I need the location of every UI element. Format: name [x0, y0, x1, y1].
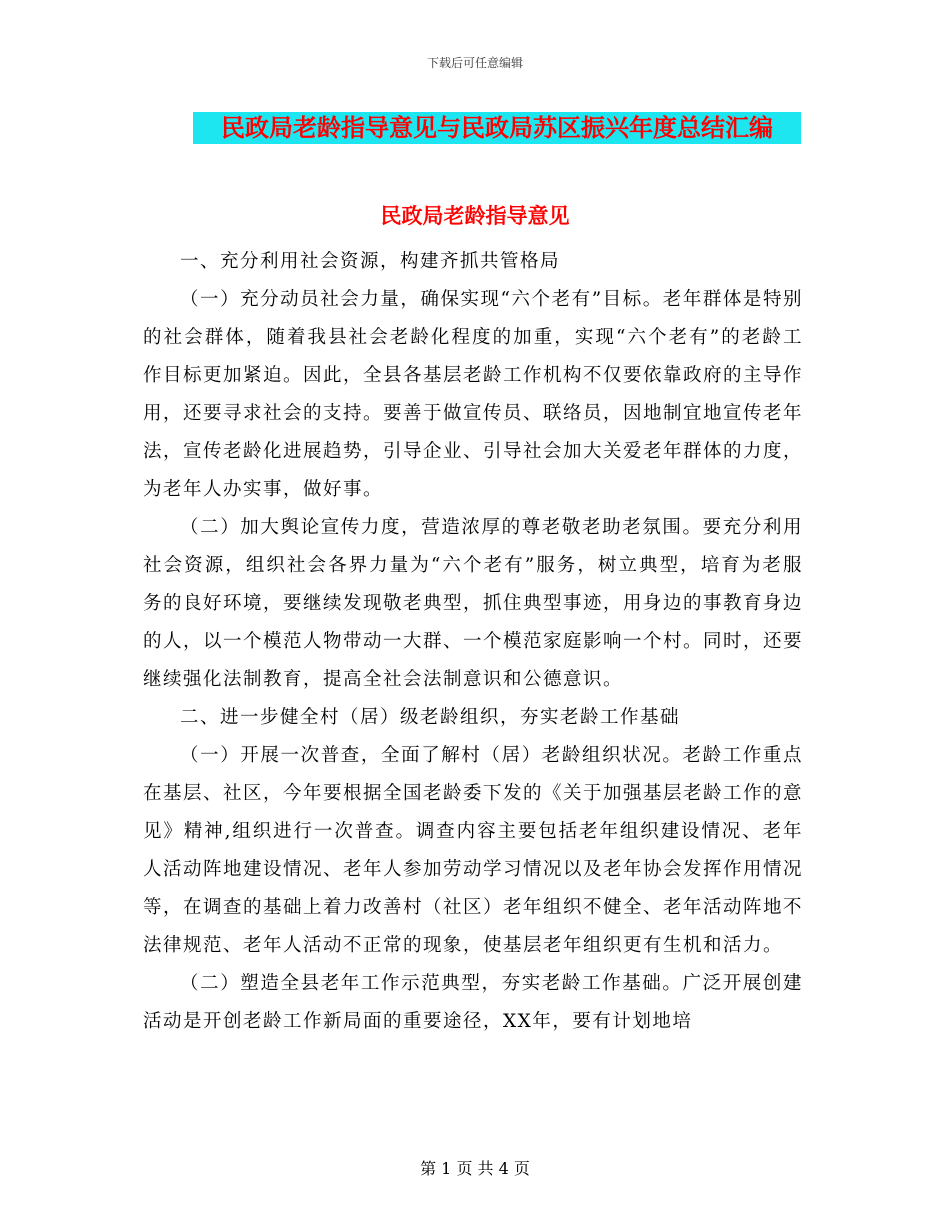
paragraph: （二）加大舆论宣传力度，营造浓厚的尊老敬老助老氛围。要充分利用社会资源，组织社会各界力量为“六个老有”服务，树立典型，培育为老服务的良好环境，要继续发现敬老典型，抓住典型事迹，用身边的事教育身边的人，以一个模范人物带动一大群、一个模范家庭影响一个村。同时，还要继续强化法制教育，提高全社会法制意识和公德意识。: [143, 517, 804, 690]
paragraph: （一）充分动员社会力量，确保实现“六个老有”目标。老年群体是特别的社会群体，随着我县社会老龄化程度的加重，实现“六个老有”的老龄工作目标更加紧迫。因此，全县各基层老龄工作机构不仅要依靠政府的主导作用，还要寻求社会的支持。要善于做宣传员、联络员，因地制宜地宣传老年法，宣传老龄化进展趋势，引导企业、引导社会加大关爱老年群体的力度，为老年人办实事，做好事。: [143, 289, 804, 500]
paragraph-heading-1: 一、充分利用社会资源，构建齐抓共管格局: [180, 251, 561, 272]
paragraph: （二）塑造全县老年工作示范典型，夯实老龄工作基础。广泛开展创建活动是开创老龄工作新局面的重要途径，XX年，要有计划地培: [143, 973, 803, 1032]
page-footer: 第 1 页 共 4 页: [420, 1159, 530, 1178]
paragraph: （一）开展一次普查，全面了解村（居）老龄组织状况。老龄工作重点在基层、社区，今年要根据全国老龄委下发的《关于加强基层老龄工作的意见》精神,组织进行一次普查。调查内容主要包括老年组织建设情况、老年人活动阵地建设情况、老年人参加劳动学习情况以及老年协会发挥作用情况等，在调查的基础上着力改善村（社区）老年组织不健全、老年活动阵地不法律规范、老年人活动不正常的现象，使基层老年组织更有生机和活力。: [143, 745, 804, 956]
header-note: 下载后可任意编辑: [426, 56, 523, 70]
section-title: 民政局老龄指导意见: [380, 203, 570, 228]
paragraph-heading-2: 二、进一步健全村（居）级老龄组织，夯实老龄工作基础: [180, 707, 681, 728]
document-body: [143, 243, 803, 1041]
document-main-title: 民政局老龄指导意见与民政局苏区振兴年度总结汇编: [193, 112, 801, 144]
